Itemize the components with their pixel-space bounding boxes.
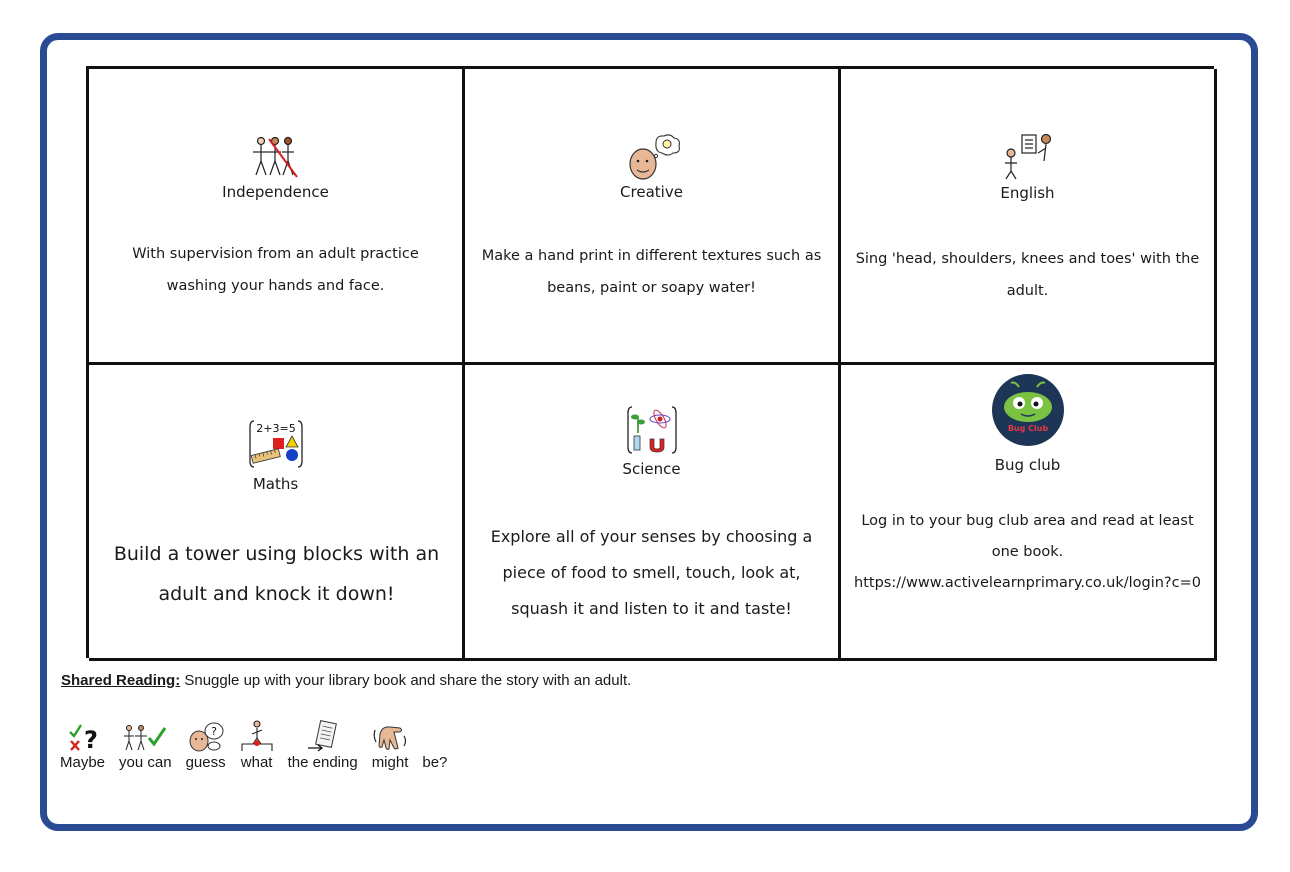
cell-description: Make a hand print in different textures such as beans, paint or soapy water! (481, 248, 822, 296)
symbol-you-can (119, 718, 172, 771)
cell-title: Independence (222, 183, 329, 201)
cell-independence (89, 69, 465, 365)
bug-club-logo (991, 373, 1065, 447)
maths-icon (248, 419, 304, 469)
cell-maths (89, 365, 465, 661)
svg-text:?: ? (210, 725, 217, 738)
symbol-be (422, 718, 447, 771)
idea-head-icon (626, 133, 682, 181)
bug-club-logo-text: Bug Club (1007, 424, 1048, 433)
ending-icon (306, 720, 340, 752)
symbol-sentence (60, 718, 461, 771)
symbol-word: what (240, 754, 273, 771)
symbol-what (240, 718, 274, 771)
symbol-guess (186, 718, 226, 771)
maybe-icon (66, 722, 100, 752)
cell-science (465, 365, 841, 661)
symbol-word: might (371, 754, 409, 771)
cell-description: Explore all of your senses by choosing a piece of food to smell, touch, look at, squash it and listen to it and taste! (490, 527, 813, 618)
shared-reading (61, 672, 631, 689)
shared-reading-label: Shared Reading: (61, 672, 181, 689)
symbol-the-ending (288, 718, 358, 771)
symbol-word: Maybe (60, 754, 106, 771)
cell-title: Creative (620, 183, 683, 201)
cell-description: With supervision from an adult practice washing your hands and face. (132, 246, 419, 294)
cell-description: Build a tower using blocks with an adult and knock it down! (113, 543, 440, 605)
cell-description: Log in to your bug club area and read at least one book. (861, 513, 1194, 560)
symbol-word: guess (185, 754, 226, 771)
what-icon (240, 720, 274, 752)
cell-title: Bug club (994, 456, 1061, 474)
symbol-might (372, 718, 409, 771)
cell-title: Science (622, 460, 681, 478)
might-icon (372, 722, 408, 752)
reading-people-icon (1002, 131, 1054, 181)
cell-title: English (1000, 184, 1055, 202)
guess-icon (188, 722, 224, 752)
cell-bug-club (841, 365, 1217, 661)
bug-club-link[interactable]: https://www.activelearnprimary.co.uk/login?c=0 (854, 575, 1201, 591)
symbol-word: be? (422, 754, 448, 771)
you-can-icon (123, 724, 167, 752)
symbol-word: the ending (287, 754, 358, 771)
activity-grid (86, 66, 1214, 658)
svg-text:?: ? (83, 726, 98, 752)
cell-title: Maths (252, 475, 299, 493)
symbol-word: you can (119, 754, 172, 771)
cell-creative (465, 69, 841, 365)
shared-reading-text: Snuggle up with your library book and share the story with an adult. (180, 672, 632, 689)
cell-english (841, 69, 1217, 365)
science-icon (626, 405, 678, 455)
equation-text: 2+3=5 (255, 422, 296, 435)
symbol-maybe (60, 718, 105, 771)
cell-description: Sing 'head, shoulders, knees and toes' with the adult. (855, 251, 1200, 299)
people-crossed-icon (249, 135, 303, 179)
